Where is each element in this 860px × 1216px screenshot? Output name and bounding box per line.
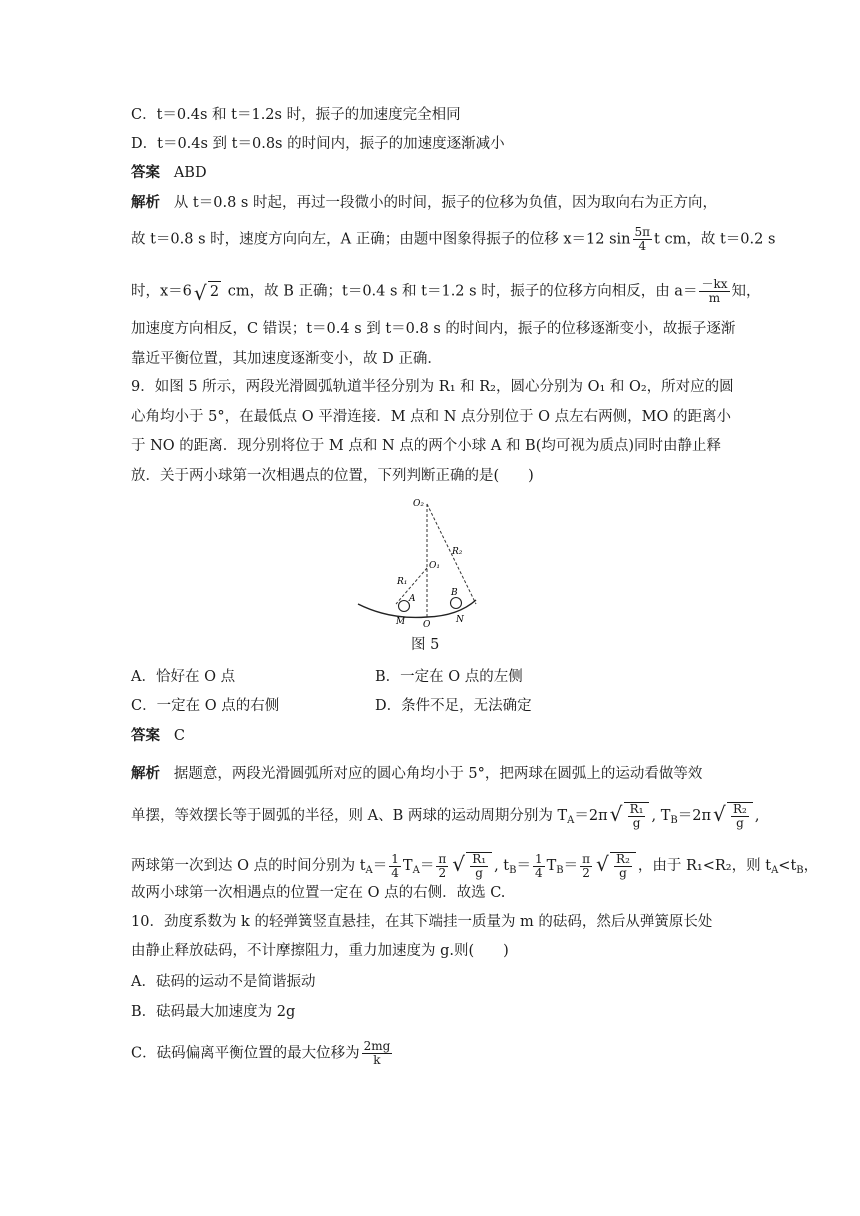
q9-analysis-line-3: 两球第一次到达 O 点的时间分别为 $t_A=$ $\frac{1}{4}$ $T_A=$ $\frac{\pi}{2}$ √ $\frac{\text{R₁}}{g}$ , $t_B=$ $\frac{1}{4}$ $T_B=$ $\frac{\pi}{2}$ √ $\frac{\text{R₂}}{g}$ ，由于 R₁<R₂，则 $t_A<t_B$， xyxy=(131,852,818,881)
q8-answer-line xyxy=(131,163,207,183)
answer-label: 答案 xyxy=(131,164,160,181)
q10-stem-line-1: 10．劲度系数为 k 的轻弹簧竖直悬挂，在其下端挂一质量为 m 的砝码，然后从弹簧原长处 xyxy=(131,914,713,930)
q9-stem-line-1: 9．如图 5 所示，两段光滑圆弧轨道半径分别为 R₁ 和 R₂，圆心分别为 O₁ 和 O₂，所对应的圆 xyxy=(131,379,734,395)
q9-analysis-line-4: 故两小球第一次相遇点的位置一定在 O 点的右侧．故选 C. xyxy=(131,885,506,901)
q9-stem-line-3: 于 NO 的距离．现分别将位于 M 点和 N 点的两个小球 A 和 B(均可视为质点)同时由静止释 xyxy=(131,438,722,454)
sqrt: √ 2 xyxy=(194,281,221,302)
answer-value: ABD xyxy=(173,165,207,181)
analysis-label: 解析 xyxy=(131,194,160,211)
q9-answer-line xyxy=(131,726,185,746)
q10-stem-line-2: 由静止释放砝码，不计摩擦阻力，重力加速度为 g.则( ) xyxy=(131,943,509,959)
q9-stem-line-2: 心角均小于 5°，在最低点 O 平滑连接．M 点和 N 点分别位于 O 点左右两侧，MO 的距离小 xyxy=(131,409,731,425)
q10-option-b: B．砝码最大加速度为 2g xyxy=(131,1004,296,1020)
q9-analysis-line-2: 单摆，等效摆长等于圆弧的半径，则 A、B 两球的运动周期分别为 $T_A=2\pi$ √ $\frac{\text{R₁}}{g}$ , $T_B=2\pi$ √ $\frac{\text{R₂}}{g}$ , xyxy=(131,802,759,831)
q9-option-b: B．一定在 O 点的左侧 xyxy=(375,669,523,685)
q8-analysis-line-1: 解析 从 t＝0.8 s 时起，再过一段微小的时间，振子的位移为负值，因为取向右为正方向， xyxy=(131,194,717,211)
q10-option-a: A．砝码的运动不是简谐振动 xyxy=(131,974,316,990)
fraction: $\frac{5\pi}{4}$ xyxy=(634,225,651,253)
sqrt: √ $\frac{\text{R₁}}{g}$ xyxy=(452,852,492,880)
figure-caption: 图 5 xyxy=(411,637,440,653)
q9-analysis-line-1: 解析 据题意，两段光滑圆弧所对应的圆心角均小于 5°，把两球在圆弧上的运动看做等效 xyxy=(131,765,703,782)
q9-option-a: A．恰好在 O 点 xyxy=(131,669,236,685)
label-o2: O₂ xyxy=(413,499,424,509)
analysis-label: 解析 xyxy=(131,765,160,782)
label-a: A xyxy=(409,594,416,604)
label-r2: R₂ xyxy=(452,547,463,557)
label-n: N xyxy=(456,615,464,625)
q9-option-d: D．条件不足，无法确定 xyxy=(375,698,532,714)
answer-value: C xyxy=(173,728,185,744)
label-o: O xyxy=(423,620,431,630)
q8-analysis-line-4: 加速度方向相反，C 错误；t＝0.4 s 到 t＝0.8 s 的时间内，振子的位移逐渐变小，故振子逐渐 xyxy=(131,321,736,337)
q9-option-c: C．一定在 O 点的右侧 xyxy=(131,698,280,714)
sqrt: √ $\frac{\text{R₁}}{g}$ xyxy=(610,802,650,830)
label-r1: R₁ xyxy=(397,577,408,587)
sqrt: √ $\frac{\text{R₂}}{g}$ xyxy=(713,802,753,830)
q8-option-c: C．t＝0.4s 和 t＝1.2s 时，振子的加速度完全相同 xyxy=(131,107,461,123)
q8-analysis-line-3: 时，x＝6√ 2 cm，故 B 正确；t＝0.4 s 和 t＝1.2 s 时，振子的位移方向相反，由 a＝ $\frac{-kx}{m}$ 知， xyxy=(131,278,761,305)
fraction: $\frac{2mg}{k}$ xyxy=(363,1039,391,1067)
q10-option-c: C．砝码偏离平衡位置的最大位移为 $\frac{2mg}{k}$ xyxy=(131,1039,391,1067)
figure-5-pendulum-arcs xyxy=(350,492,490,632)
fraction: $\frac{-kx}{m}$ xyxy=(701,277,728,305)
q9-stem-line-4: 放．关于两小球第一次相遇点的位置，下列判断正确的是( ) xyxy=(131,468,534,484)
q8-analysis-line-2: 故 t＝0.8 s 时，速度方向向左，A 正确；由题中图象得振子的位移 x＝12 sin $\frac{5\pi}{4}$ t cm，故 t＝0.2 s xyxy=(131,225,776,253)
label-m: M xyxy=(396,617,406,627)
label-b: B xyxy=(451,588,458,598)
q8-option-d: D．t＝0.4s 到 t＝0.8s 的时间内，振子的加速度逐渐减小 xyxy=(131,136,505,152)
sqrt: √ $\frac{\text{R₂}}{g}$ xyxy=(596,852,636,880)
q8-analysis-line-5: 靠近平衡位置，其加速度逐渐变小，故 D 正确． xyxy=(131,351,442,367)
answer-label: 答案 xyxy=(131,727,160,744)
label-o1: O₁ xyxy=(429,561,440,571)
